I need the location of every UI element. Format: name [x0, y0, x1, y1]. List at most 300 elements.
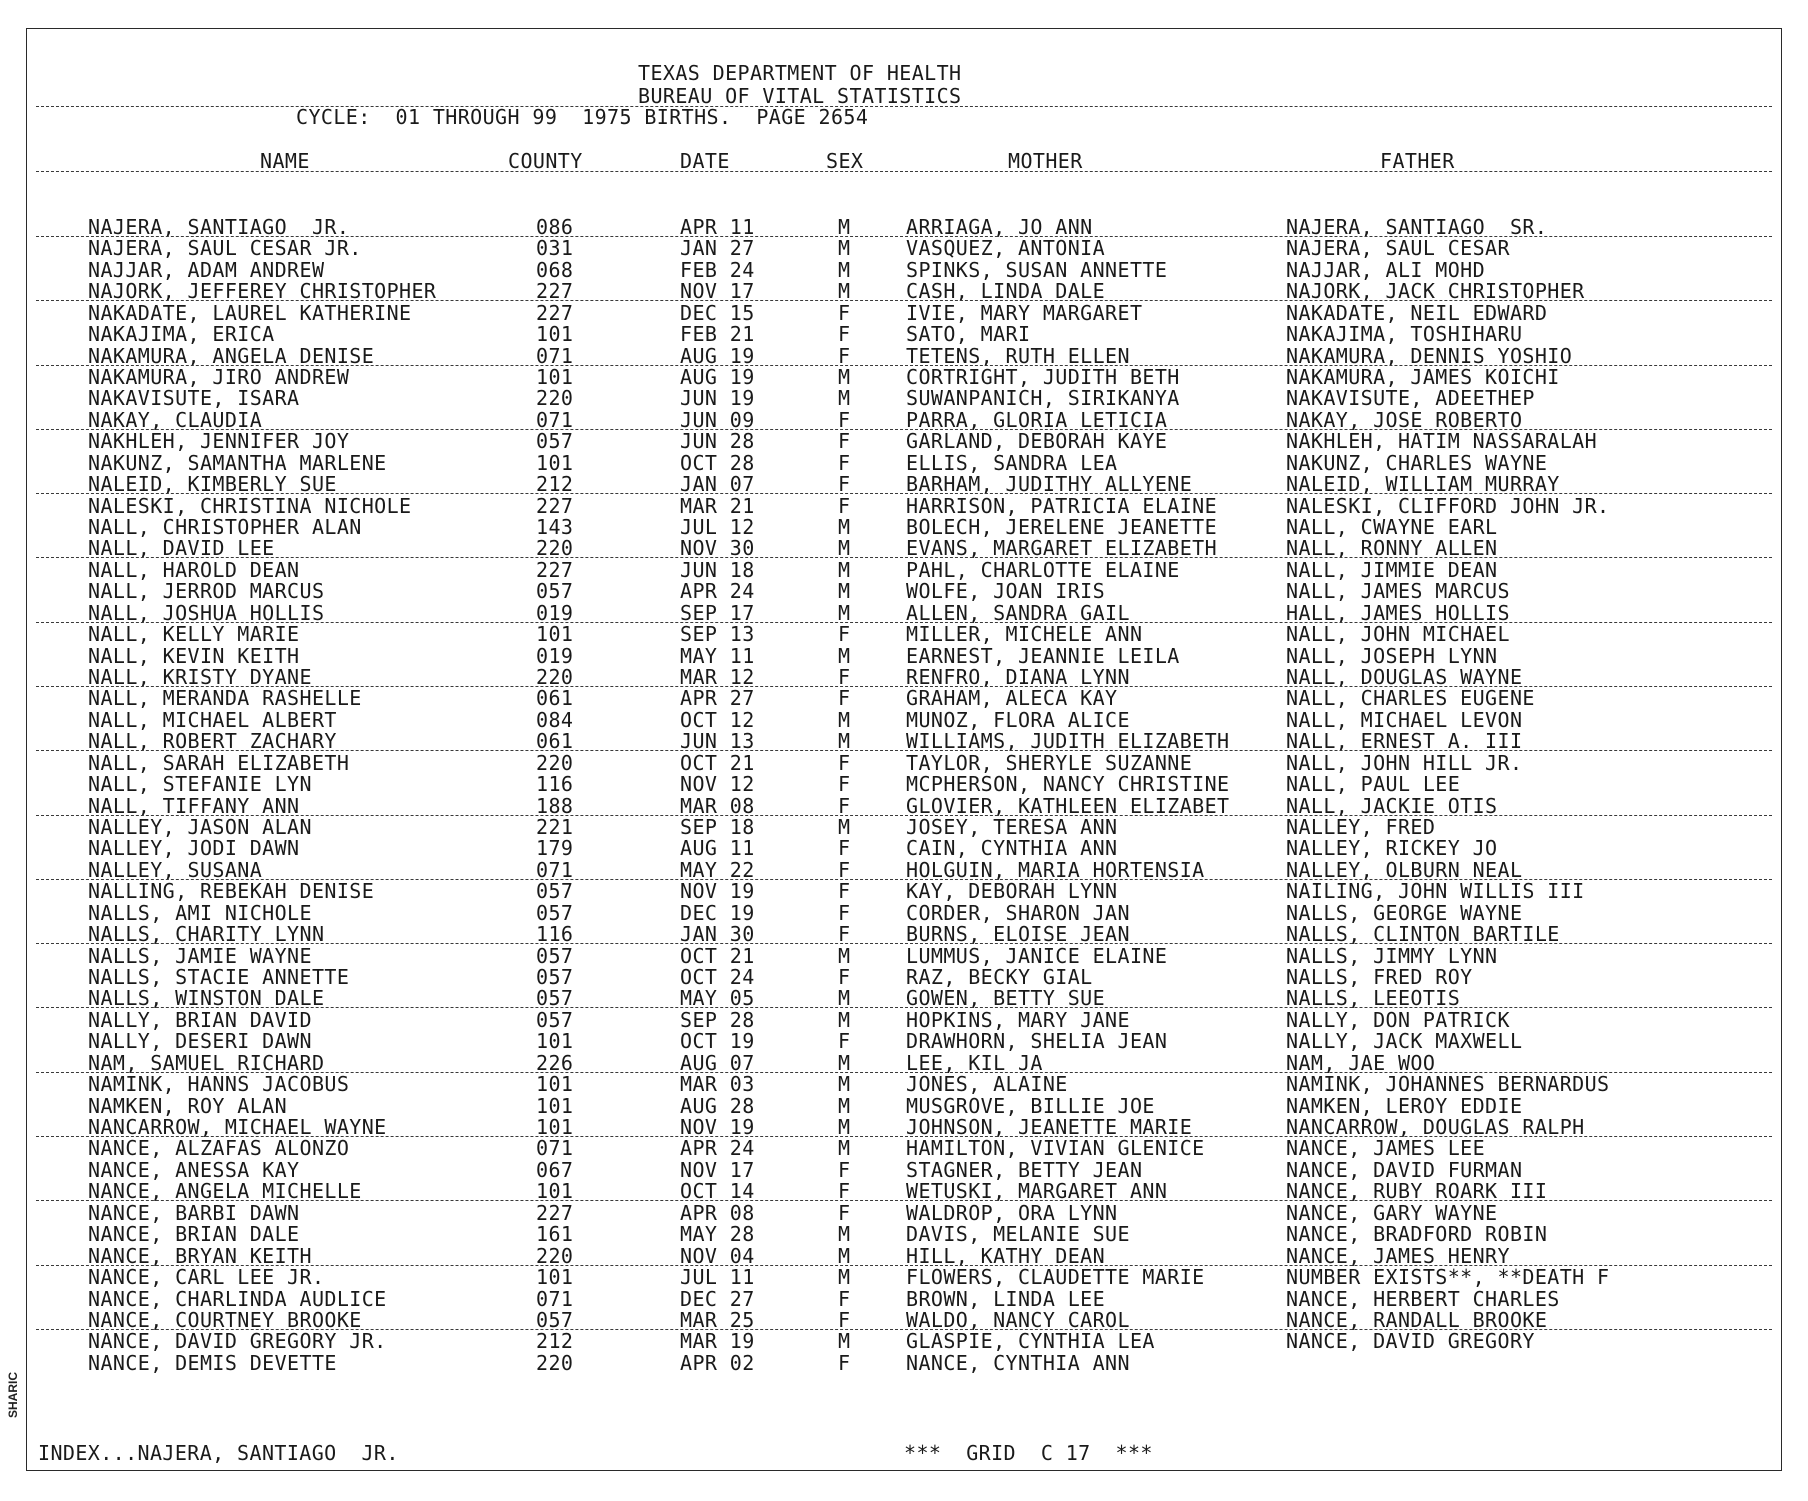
cell-mother: BROWN, LINDA LEE — [906, 1287, 1106, 1311]
col-header-name: NAME — [260, 149, 310, 173]
cell-name: NALL, MERANDA RASHELLE — [88, 686, 362, 710]
cell-father: NAMINK, JOHANNES BERNARDUS — [1286, 1072, 1610, 1096]
cell-father: NALL, RONNY ALLEN — [1286, 536, 1498, 560]
cell-name: NAKAVISUTE, ISARA — [88, 386, 300, 410]
cell-date: NOV 12 — [680, 772, 755, 796]
cell-father: NALL, MICHAEL LEVON — [1286, 708, 1523, 732]
cell-name: NAJORK, JEFFEREY CHRISTOPHER — [88, 279, 437, 303]
cell-name: NANCE, BRIAN DALE — [88, 1222, 300, 1246]
cell-date: SEP 28 — [680, 1008, 755, 1032]
cell-mother: SPINKS, SUSAN ANNETTE — [906, 258, 1168, 282]
cell-father: NALLY, JACK MAXWELL — [1286, 1029, 1523, 1053]
cell-mother: ALLEN, SANDRA GAIL — [906, 601, 1130, 625]
cell-name: NAKADATE, LAUREL KATHERINE — [88, 301, 412, 325]
footer-grid: *** GRID C 17 *** — [904, 1441, 1153, 1465]
cell-name: NANCARROW, MICHAEL WAYNE — [88, 1115, 387, 1139]
cell-father: NANCE, DAVID FURMAN — [1286, 1158, 1523, 1182]
cell-sex: F — [838, 901, 851, 925]
cell-father: NANCE, RUBY ROARK III — [1286, 1179, 1548, 1203]
cell-county: 221 — [536, 815, 574, 839]
cell-father: NALL, JAMES MARCUS — [1286, 579, 1510, 603]
cell-county: 071 — [536, 1287, 574, 1311]
cell-name: NAJERA, SANTIAGO JR. — [88, 215, 350, 239]
cell-sex: F — [838, 344, 851, 368]
cell-mother: EVANS, MARGARET ELIZABETH — [906, 536, 1218, 560]
cell-sex: F — [838, 665, 851, 689]
cell-mother: RENFRO, DIANA LYNN — [906, 665, 1130, 689]
cell-date: APR 27 — [680, 686, 755, 710]
cell-mother: DAVIS, MELANIE SUE — [906, 1222, 1130, 1246]
cell-name: NALL, DAVID LEE — [88, 536, 275, 560]
cell-name: NAKHLEH, JENNIFER JOY — [88, 429, 350, 453]
cell-mother: MUSGROVE, BILLIE JOE — [906, 1094, 1155, 1118]
cell-mother: HOLGUIN, MARIA HORTENSIA — [906, 858, 1205, 882]
cell-name: NALLS, WINSTON DALE — [88, 986, 325, 1010]
cell-name: NALL, MICHAEL ALBERT — [88, 708, 337, 732]
cell-county: 188 — [536, 794, 574, 818]
cycle-line: CYCLE: 01 THROUGH 99 1975 BIRTHS. PAGE 2654 — [296, 105, 869, 129]
cell-mother: KAY, DEBORAH LYNN — [906, 879, 1118, 903]
cell-sex: F — [838, 794, 851, 818]
cell-county: 101 — [536, 1265, 574, 1289]
cell-mother: WETUSKI, MARGARET ANN — [906, 1179, 1168, 1203]
cell-name: NANCE, ANGELA MICHELLE — [88, 1179, 362, 1203]
cell-date: JAN 07 — [680, 472, 755, 496]
cell-sex: M — [838, 986, 851, 1010]
cell-county: 057 — [536, 879, 574, 903]
cell-date: MAR 08 — [680, 794, 755, 818]
cell-father: NALLY, DON PATRICK — [1286, 1008, 1510, 1032]
cell-county: 057 — [536, 944, 574, 968]
cell-mother: SATO, MARI — [906, 322, 1031, 346]
cell-name: NALLEY, JODI DAWN — [88, 836, 300, 860]
header-line-1: TEXAS DEPARTMENT OF HEALTH — [638, 61, 962, 85]
cell-sex: M — [838, 601, 851, 625]
cell-county: 019 — [536, 601, 574, 625]
cell-mother: ELLIS, SANDRA LEA — [906, 451, 1118, 475]
cell-father: NALL, DOUGLAS WAYNE — [1286, 665, 1523, 689]
cell-mother: HOPKINS, MARY JANE — [906, 1008, 1130, 1032]
cell-father: NALL, JOHN HILL JR. — [1286, 751, 1523, 775]
cell-mother: NANCE, CYNTHIA ANN — [906, 1351, 1130, 1375]
cell-father: NAKAVISUTE, ADEETHEP — [1286, 386, 1535, 410]
cell-father: NANCE, DAVID GREGORY — [1286, 1329, 1535, 1353]
cell-name: NAKAMURA, ANGELA DENISE — [88, 344, 375, 368]
cell-name: NAMKEN, ROY ALAN — [88, 1094, 288, 1118]
cell-county: 227 — [536, 558, 574, 582]
column-header-divider — [36, 171, 1772, 172]
cell-date: MAY 22 — [680, 858, 755, 882]
cell-mother: CAIN, CYNTHIA ANN — [906, 836, 1118, 860]
cell-father: NALEID, WILLIAM MURRAY — [1286, 472, 1560, 496]
cell-name: NANCE, DAVID GREGORY JR. — [88, 1329, 387, 1353]
cell-mother: GLASPIE, CYNTHIA LEA — [906, 1329, 1155, 1353]
cell-date: JUN 19 — [680, 386, 755, 410]
cell-county: 071 — [536, 344, 574, 368]
footer-index: INDEX...NAJERA, SANTIAGO JR. — [38, 1441, 399, 1465]
cell-mother: MUNOZ, FLORA ALICE — [906, 708, 1130, 732]
cell-date: MAY 11 — [680, 644, 755, 668]
cell-date: DEC 19 — [680, 901, 755, 925]
cell-father: NANCE, RANDALL BROOKE — [1286, 1308, 1548, 1332]
cell-sex: F — [838, 1201, 851, 1225]
cell-county: 101 — [536, 1179, 574, 1203]
cell-name: NALLS, AMI NICHOLE — [88, 901, 312, 925]
cell-county: 071 — [536, 858, 574, 882]
cell-father: NANCE, BRADFORD ROBIN — [1286, 1222, 1548, 1246]
cell-sex: M — [838, 386, 851, 410]
cell-sex: M — [838, 1136, 851, 1160]
cell-date: APR 08 — [680, 1201, 755, 1225]
cell-father: NALL, PAUL LEE — [1286, 772, 1461, 796]
cell-sex: M — [838, 279, 851, 303]
cell-mother: ARRIAGA, JO ANN — [906, 215, 1093, 239]
cell-county: 019 — [536, 644, 574, 668]
cell-sex: F — [838, 965, 851, 989]
cell-mother: CORDER, SHARON JAN — [906, 901, 1130, 925]
cell-sex: M — [838, 1072, 851, 1096]
cell-name: NANCE, ANESSA KAY — [88, 1158, 300, 1182]
cell-sex: F — [838, 922, 851, 946]
cell-father: NALLEY, FRED — [1286, 815, 1436, 839]
cell-date: FEB 24 — [680, 258, 755, 282]
cell-mother: JOHNSON, JEANETTE MARIE — [906, 1115, 1193, 1139]
cell-date: JAN 27 — [680, 236, 755, 260]
cell-mother: MILLER, MICHELE ANN — [906, 622, 1143, 646]
cell-father: NAJJAR, ALI MOHD — [1286, 258, 1486, 282]
cell-date: OCT 19 — [680, 1029, 755, 1053]
cell-father: NAKAY, JOSE ROBERTO — [1286, 408, 1523, 432]
cell-county: 057 — [536, 1008, 574, 1032]
cell-father: NAILING, JOHN WILLIS III — [1286, 879, 1585, 903]
cell-mother: GLOVIER, KATHLEEN ELIZABET — [906, 794, 1230, 818]
cell-county: 068 — [536, 258, 574, 282]
cell-mother: VASQUEZ, ANTONIA — [906, 236, 1106, 260]
cell-father: NAKAJIMA, TOSHIHARU — [1286, 322, 1523, 346]
cell-sex: F — [838, 751, 851, 775]
cell-sex: M — [838, 1244, 851, 1268]
cell-mother: TAYLOR, SHERYLE SUZANNE — [906, 751, 1193, 775]
cell-sex: F — [838, 408, 851, 432]
cell-date: JUN 28 — [680, 429, 755, 453]
cell-mother: WILLIAMS, JUDITH ELIZABETH — [906, 729, 1230, 753]
col-header-father: FATHER — [1380, 149, 1455, 173]
cell-name: NANCE, COURTNEY BROOKE — [88, 1308, 362, 1332]
cell-mother: BURNS, ELOISE JEAN — [906, 922, 1130, 946]
cell-date: NOV 17 — [680, 279, 755, 303]
cell-date: AUG 07 — [680, 1051, 755, 1075]
cell-father: NALL, JIMMIE DEAN — [1286, 558, 1498, 582]
cell-sex: F — [838, 1308, 851, 1332]
cell-date: APR 24 — [680, 1136, 755, 1160]
cell-father: NANCE, JAMES HENRY — [1286, 1244, 1510, 1268]
cell-mother: FLOWERS, CLAUDETTE MARIE — [906, 1265, 1205, 1289]
cell-date: NOV 19 — [680, 1115, 755, 1139]
cell-father: NALL, JACKIE OTIS — [1286, 794, 1498, 818]
cell-county: 212 — [536, 472, 574, 496]
cell-sex: F — [838, 622, 851, 646]
cell-date: APR 24 — [680, 579, 755, 603]
cell-mother: GOWEN, BETTY SUE — [906, 986, 1106, 1010]
cell-name: NALL, JERROD MARCUS — [88, 579, 325, 603]
cell-sex: F — [838, 1179, 851, 1203]
cell-sex: M — [838, 1222, 851, 1246]
cell-mother: HAMILTON, VIVIAN GLENICE — [906, 1136, 1205, 1160]
cell-date: NOV 04 — [680, 1244, 755, 1268]
cell-mother: GRAHAM, ALECA KAY — [906, 686, 1118, 710]
cell-mother: CORTRIGHT, JUDITH BETH — [906, 365, 1180, 389]
cell-date: MAR 21 — [680, 494, 755, 518]
cell-date: SEP 17 — [680, 601, 755, 625]
cell-sex: M — [838, 815, 851, 839]
cell-date: OCT 21 — [680, 751, 755, 775]
cell-name: NALLS, JAMIE WAYNE — [88, 944, 312, 968]
cell-mother: IVIE, MARY MARGARET — [906, 301, 1143, 325]
cell-date: OCT 24 — [680, 965, 755, 989]
cell-sex: M — [838, 515, 851, 539]
cell-mother: JOSEY, TERESA ANN — [906, 815, 1118, 839]
cell-date: JUN 13 — [680, 729, 755, 753]
cell-county: 084 — [536, 708, 574, 732]
cell-father: NAJERA, SANTIAGO SR. — [1286, 215, 1548, 239]
cell-father: NANCE, JAMES LEE — [1286, 1136, 1486, 1160]
cell-father: NANCARROW, DOUGLAS RALPH — [1286, 1115, 1585, 1139]
cell-date: NOV 30 — [680, 536, 755, 560]
cell-father: NALLEY, OLBURN NEAL — [1286, 858, 1523, 882]
cell-mother: LUMMUS, JANICE ELAINE — [906, 944, 1168, 968]
col-header-county: COUNTY — [508, 149, 583, 173]
cell-father: NALLS, FRED ROY — [1286, 965, 1473, 989]
col-header-date: DATE — [680, 149, 730, 173]
cell-county: 101 — [536, 1094, 574, 1118]
cell-father: NALLS, LEEOTIS — [1286, 986, 1461, 1010]
cell-name: NANCE, DEMIS DEVETTE — [88, 1351, 337, 1375]
cell-date: JUL 12 — [680, 515, 755, 539]
cell-date: OCT 28 — [680, 451, 755, 475]
cell-name: NALLY, BRIAN DAVID — [88, 1008, 312, 1032]
cell-sex: M — [838, 579, 851, 603]
cell-name: NALEID, KIMBERLY SUE — [88, 472, 337, 496]
cell-county: 057 — [536, 986, 574, 1010]
cell-mother: WOLFE, JOAN IRIS — [906, 579, 1106, 603]
cell-sex: M — [838, 536, 851, 560]
cell-name: NALL, KEVIN KEITH — [88, 644, 300, 668]
cell-county: 101 — [536, 1072, 574, 1096]
cell-sex: F — [838, 836, 851, 860]
cell-sex: F — [838, 1158, 851, 1182]
cell-name: NAKAJIMA, ERICA — [88, 322, 275, 346]
cell-father: NALL, ERNEST A. III — [1286, 729, 1523, 753]
cell-father: NAKUNZ, CHARLES WAYNE — [1286, 451, 1548, 475]
cell-date: MAR 25 — [680, 1308, 755, 1332]
cell-name: NALL, SARAH ELIZABETH — [88, 751, 350, 775]
cell-mother: HILL, KATHY DEAN — [906, 1244, 1106, 1268]
cell-name: NAM, SAMUEL RICHARD — [88, 1051, 325, 1075]
cell-name: NANCE, BRYAN KEITH — [88, 1244, 312, 1268]
cell-name: NALLY, DESERI DAWN — [88, 1029, 312, 1053]
cell-name: NALLEY, JASON ALAN — [88, 815, 312, 839]
cell-name: NAKUNZ, SAMANTHA MARLENE — [88, 451, 387, 475]
cell-date: DEC 27 — [680, 1287, 755, 1311]
cell-father: NALLS, GEORGE WAYNE — [1286, 901, 1523, 925]
cell-date: SEP 13 — [680, 622, 755, 646]
cell-date: AUG 19 — [680, 344, 755, 368]
cell-sex: M — [838, 944, 851, 968]
cell-sex: M — [838, 258, 851, 282]
cell-father: NAKHLEH, HATIM NASSARALAH — [1286, 429, 1598, 453]
cell-county: 031 — [536, 236, 574, 260]
cell-date: OCT 14 — [680, 1179, 755, 1203]
cell-county: 101 — [536, 1115, 574, 1139]
cell-mother: TETENS, RUTH ELLEN — [906, 344, 1130, 368]
cell-father: NALL, CWAYNE EARL — [1286, 515, 1498, 539]
cell-mother: PARRA, GLORIA LETICIA — [906, 408, 1168, 432]
cell-name: NAJJAR, ADAM ANDREW — [88, 258, 325, 282]
cell-name: NAKAMURA, JIRO ANDREW — [88, 365, 350, 389]
cell-name: NANCE, ALZAFAS ALONZO — [88, 1136, 350, 1160]
cell-sex: M — [838, 236, 851, 260]
cell-date: OCT 21 — [680, 944, 755, 968]
cell-father: NAJORK, JACK CHRISTOPHER — [1286, 279, 1585, 303]
cell-county: 220 — [536, 751, 574, 775]
cell-sex: M — [838, 644, 851, 668]
cell-name: NALLING, REBEKAH DENISE — [88, 879, 375, 903]
cell-mother: BOLECH, JERELENE JEANETTE — [906, 515, 1218, 539]
cell-date: MAR 12 — [680, 665, 755, 689]
cell-sex: F — [838, 686, 851, 710]
cell-county: 086 — [536, 215, 574, 239]
cell-date: AUG 11 — [680, 836, 755, 860]
cell-county: 061 — [536, 729, 574, 753]
cell-sex: F — [838, 494, 851, 518]
cell-county: 220 — [536, 386, 574, 410]
cell-date: MAY 05 — [680, 986, 755, 1010]
cell-name: NANCE, CHARLINDA AUDLICE — [88, 1287, 387, 1311]
cell-name: NALL, TIFFANY ANN — [88, 794, 300, 818]
cell-mother: SUWANPANICH, SIRIKANYA — [906, 386, 1180, 410]
cell-father: NALLS, CLINTON BARTILE — [1286, 922, 1560, 946]
cell-date: JUL 11 — [680, 1265, 755, 1289]
cell-sex: M — [838, 215, 851, 239]
cell-mother: STAGNER, BETTY JEAN — [906, 1158, 1143, 1182]
cell-county: 116 — [536, 772, 574, 796]
cell-county: 101 — [536, 365, 574, 389]
cell-mother: WALDO, NANCY CAROL — [906, 1308, 1130, 1332]
cell-name: NALL, KELLY MARIE — [88, 622, 300, 646]
cell-county: 061 — [536, 686, 574, 710]
cell-father: NANCE, HERBERT CHARLES — [1286, 1287, 1560, 1311]
cell-county: 227 — [536, 301, 574, 325]
cell-county: 116 — [536, 922, 574, 946]
cell-father: NALLEY, RICKEY JO — [1286, 836, 1498, 860]
cell-county: 161 — [536, 1222, 574, 1246]
cell-county: 143 — [536, 515, 574, 539]
cell-county: 220 — [536, 1244, 574, 1268]
cell-county: 057 — [536, 579, 574, 603]
cell-sex: M — [838, 1115, 851, 1139]
side-label: SHARIC — [6, 1371, 20, 1418]
cell-father: NAMKEN, LEROY EDDIE — [1286, 1094, 1523, 1118]
cell-father: NALL, JOSEPH LYNN — [1286, 644, 1498, 668]
cell-father: NALL, CHARLES EUGENE — [1286, 686, 1535, 710]
cell-county: 227 — [536, 494, 574, 518]
cell-father: NUMBER EXISTS**, **DEATH F — [1286, 1265, 1610, 1289]
cell-name: NALLS, STACIE ANNETTE — [88, 965, 350, 989]
cell-father: NAKADATE, NEIL EDWARD — [1286, 301, 1548, 325]
cell-name: NALL, JOSHUA HOLLIS — [88, 601, 325, 625]
cell-date: MAR 19 — [680, 1329, 755, 1353]
cell-mother: LEE, KIL JA — [906, 1051, 1043, 1075]
cell-mother: GARLAND, DEBORAH KAYE — [906, 429, 1168, 453]
cell-date: AUG 19 — [680, 365, 755, 389]
cell-sex: F — [838, 472, 851, 496]
cell-name: NAKAY, CLAUDIA — [88, 408, 263, 432]
cell-name: NANCE, CARL LEE JR. — [88, 1265, 325, 1289]
cell-date: JUN 18 — [680, 558, 755, 582]
cell-name: NAMINK, HANNS JACOBUS — [88, 1072, 350, 1096]
cell-county: 227 — [536, 1201, 574, 1225]
cell-sex: F — [838, 1351, 851, 1375]
cell-sex: M — [838, 365, 851, 389]
cell-sex: M — [838, 1051, 851, 1075]
cell-county: 220 — [536, 665, 574, 689]
cell-mother: MCPHERSON, NANCY CHRISTINE — [906, 772, 1230, 796]
cell-county: 179 — [536, 836, 574, 860]
cell-date: MAR 03 — [680, 1072, 755, 1096]
header-line-2: BUREAU OF VITAL STATISTICS — [638, 84, 962, 108]
cell-county: 226 — [536, 1051, 574, 1075]
cell-mother: RAZ, BECKY GIAL — [906, 965, 1093, 989]
cell-mother: BARHAM, JUDITHY ALLYENE — [906, 472, 1193, 496]
cell-sex: F — [838, 772, 851, 796]
cell-name: NAJERA, SAUL CESAR JR. — [88, 236, 362, 260]
cell-name: NALLS, CHARITY LYNN — [88, 922, 325, 946]
cell-date: NOV 19 — [680, 879, 755, 903]
cell-date: JAN 30 — [680, 922, 755, 946]
cell-date: JUN 09 — [680, 408, 755, 432]
cell-mother: CASH, LINDA DALE — [906, 279, 1106, 303]
cell-date: AUG 28 — [680, 1094, 755, 1118]
cell-name: NALL, KRISTY DYANE — [88, 665, 312, 689]
cell-date: MAY 28 — [680, 1222, 755, 1246]
cell-mother: WALDROP, ORA LYNN — [906, 1201, 1118, 1225]
cell-sex: F — [838, 429, 851, 453]
cell-date: SEP 18 — [680, 815, 755, 839]
cell-county: 057 — [536, 429, 574, 453]
cell-name: NALL, HAROLD DEAN — [88, 558, 300, 582]
cell-date: OCT 12 — [680, 708, 755, 732]
cell-county: 212 — [536, 1329, 574, 1353]
cell-county: 057 — [536, 901, 574, 925]
cell-father: NALLS, JIMMY LYNN — [1286, 944, 1498, 968]
cell-name: NALL, ROBERT ZACHARY — [88, 729, 337, 753]
cell-name: NALL, STEFANIE LYN — [88, 772, 312, 796]
cell-sex: F — [838, 879, 851, 903]
cell-mother: EARNEST, JEANNIE LEILA — [906, 644, 1180, 668]
col-header-sex: SEX — [826, 149, 864, 173]
cell-sex: M — [838, 1008, 851, 1032]
cell-sex: M — [838, 1329, 851, 1353]
cell-county: 071 — [536, 1136, 574, 1160]
cell-sex: M — [838, 729, 851, 753]
cell-mother: PAHL, CHARLOTTE ELAINE — [906, 558, 1180, 582]
cell-date: NOV 17 — [680, 1158, 755, 1182]
cell-name: NALLEY, SUSANA — [88, 858, 263, 882]
cell-father: NAKAMURA, JAMES KOICHI — [1286, 365, 1560, 389]
cell-county: 227 — [536, 279, 574, 303]
cell-sex: F — [838, 322, 851, 346]
cell-father: NANCE, GARY WAYNE — [1286, 1201, 1498, 1225]
